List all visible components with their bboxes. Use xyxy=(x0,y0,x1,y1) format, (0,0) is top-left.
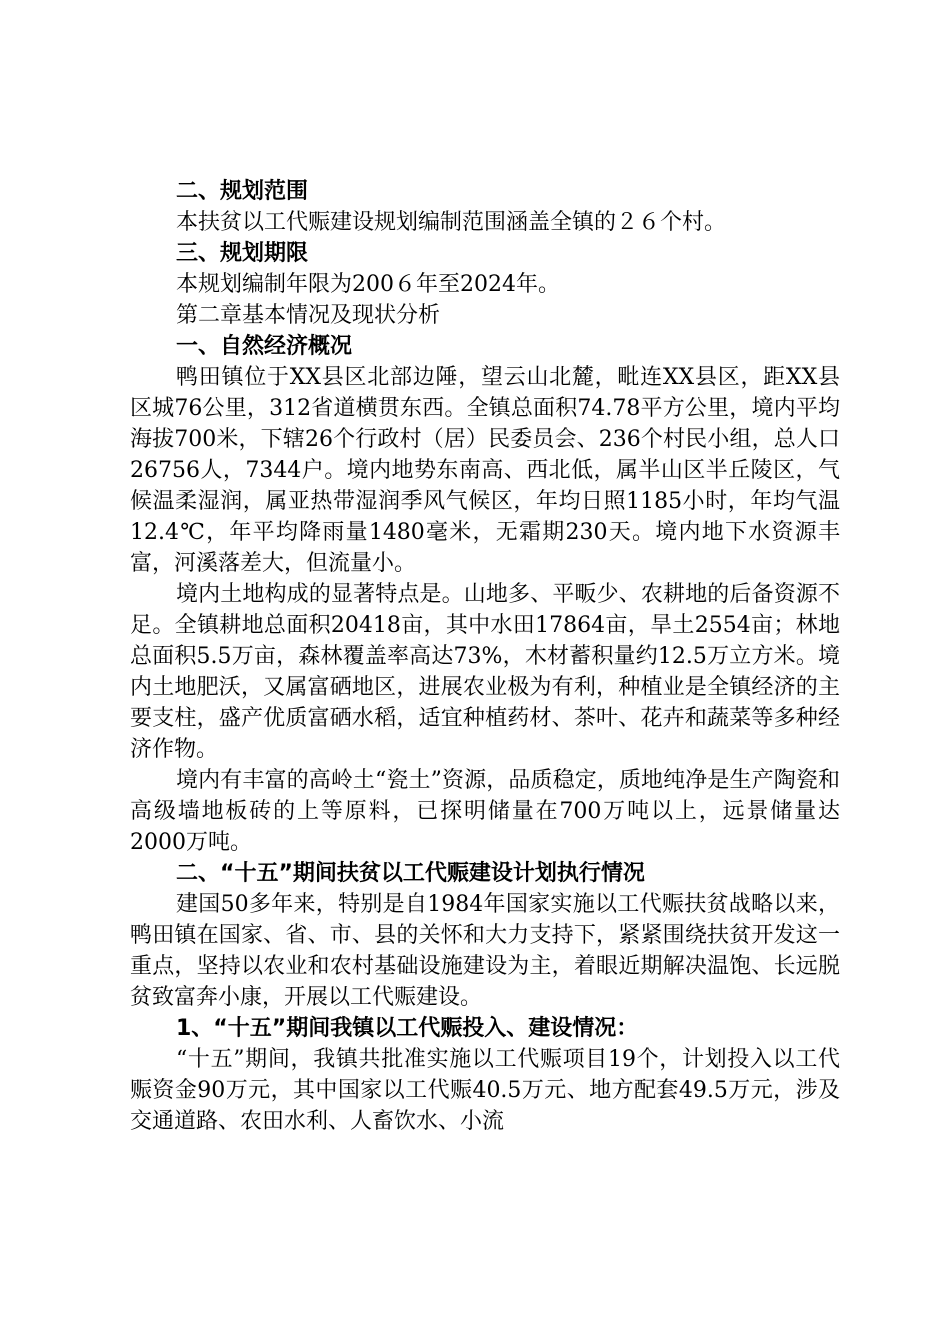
paragraph-scope: 本扶贫以工代赈建设规划编制范围涵盖全镇的２６个村。 xyxy=(176,210,727,235)
subsection-heading-invest: 1、“十五”期间我镇以工代赈投入、建设情况： xyxy=(176,1016,639,1041)
section-heading-scope: 二、规划范围 xyxy=(176,179,309,204)
paragraph-invest: “十五”期间，我镇共批准实施以工代赈项目19个，计划投入以工代赈资金90万元，其中国家以工代赈40.5万元、地方配套49.5万元，涉及交通道路、农田水利、人畜饮水、小流 xyxy=(130,1047,840,1134)
section-heading-economy: 一、自然经济概况 xyxy=(176,334,353,359)
paragraph-plan: 建国50多年来，特别是自1984年国家实施以工代赈扶贫战略以来，鸭田镇在国家、省、市、县的关怀和大力支持下，紧紧围绕扶贫开发这一重点，坚持以农业和农村基础设施建设为主，着眼近期解决温饱、长远脱贫致富奔小康，开展以工代赈建设。 xyxy=(130,892,840,1010)
document-body xyxy=(130,176,840,1137)
paragraph-period: 本规划编制年限为200６年至2024年。 xyxy=(176,272,560,297)
section-heading-plan: 二、“十五”期间扶贫以工代赈建设计划执行情况 xyxy=(176,861,645,886)
section-heading-period: 三、规划期限 xyxy=(176,241,309,266)
paragraph-economy-2: 境内土地构成的显著特点是。山地多、平畈少、农耕地的后备资源不足。全镇耕地总面积20418亩，其中水田17864亩，旱土2554亩；林地总面积5.5万亩，森林覆盖率高达73%，木材蓄积量约12.5万立方米。境内土地肥沃，又属富硒地区，进展农业极为有利，种植业是全镇经济的主要支柱，盛产优质富硒水稻，适宜种植药材、茶叶、花卉和蔬菜等多种经济作物。 xyxy=(130,582,840,762)
paragraph-economy-1: 鸭田镇位于XX县区北部边陲，望云山北麓，毗连XX县区，距XX县区城76公里，312省道横贯东西。全镇总面积74.78平方公里，境内平均海拔700米，下辖26个行政村（居）民委员会、236个村民小组，总人口26756人，7344户。境内地势东南高、西北低，属半山区半丘陵区，气候温柔湿润，属亚热带湿润季风气候区，年均日照1185小时，年均气温12.4℃，年平均降雨量1480毫米，无霜期230天。境内地下水资源丰富，河溪落差大，但流量小。 xyxy=(130,365,840,576)
paragraph-economy-3: 境内有丰富的高岭土“瓷土”资源，品质稳定，质地纯净是生产陶瓷和高级墙地板砖的上等原料，已探明储量在700万吨以上，远景储量达2000万吨。 xyxy=(130,768,840,855)
chapter-title: 第二章基本情况及现状分析 xyxy=(176,303,441,328)
